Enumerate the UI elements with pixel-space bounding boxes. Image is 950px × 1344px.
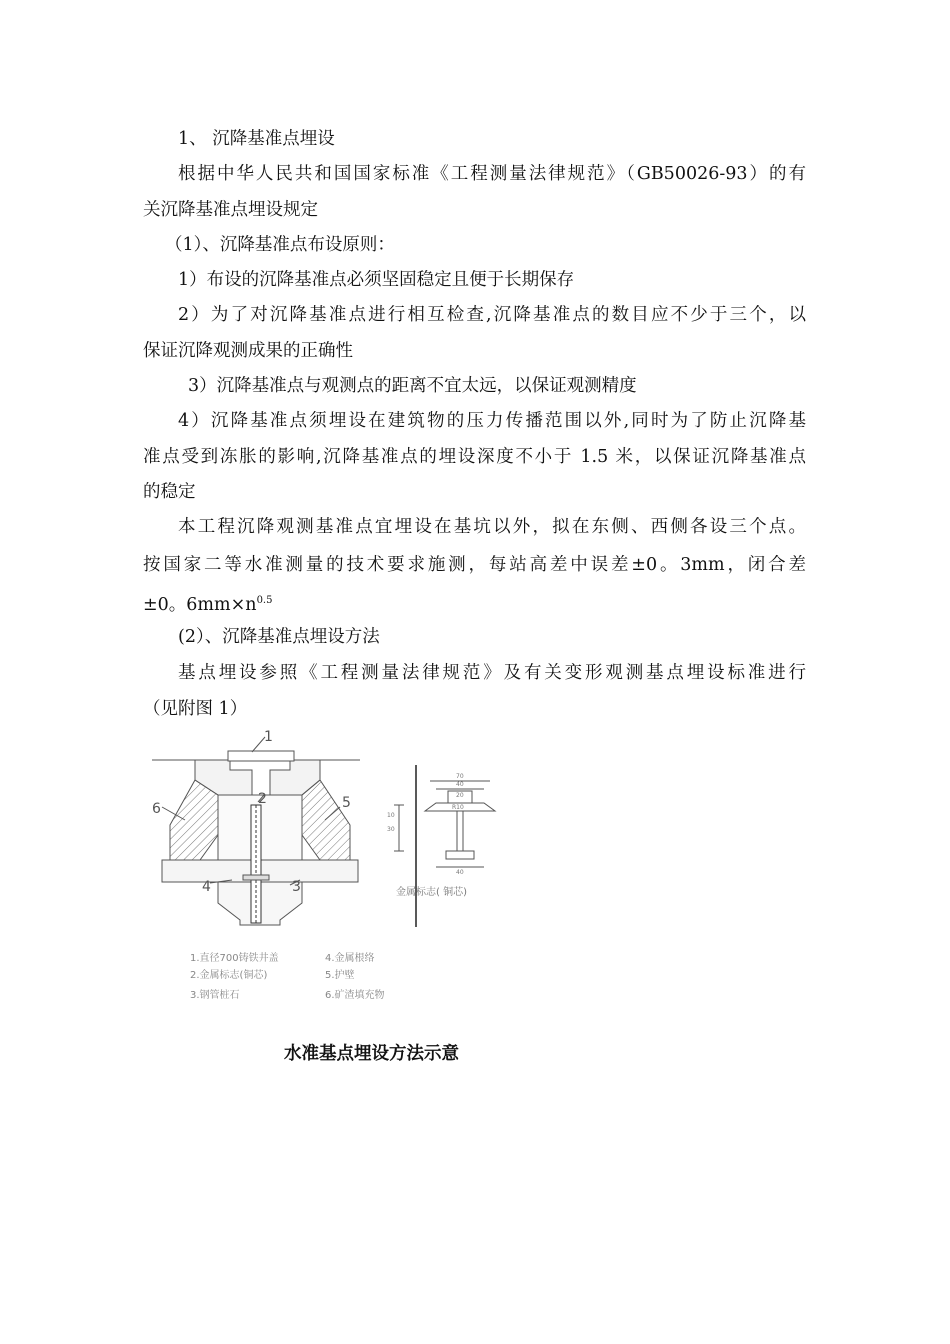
method-line-1: 基点埋设参照《工程测量法律规范》及有关变形观测基点埋设标准进行 <box>178 663 806 683</box>
paragraph-intro-line-2: 关沉降基准点埋设规定 <box>143 200 318 220</box>
legend-1: 1.直径700铸铁井盖 <box>190 953 279 964</box>
dim-r10: R10 <box>452 804 464 811</box>
legend-3: 3.钢管桩石 <box>190 990 240 1001</box>
closure-exponent: 0.5 <box>256 595 273 606</box>
callout-3: 3 <box>292 879 301 895</box>
closure-formula: ±0。6mm×n <box>143 595 257 615</box>
project-line-2: 按国家二等水准测量的技术要求施测，每站高差中误差±0。3mm，闭合差 <box>143 555 806 575</box>
rule-3: 3）沉降基准点与观测点的距离不宜太远，以保证观测精度 <box>188 376 637 396</box>
rule-4-line-1: 4）沉降基准点须埋设在建筑物的压力传播范围以外,同时为了防止沉降基 <box>178 411 806 431</box>
project-line-3 <box>143 589 272 617</box>
project-line-1: 本工程沉降观测基准点宜埋设在基坑以外，拟在东侧、西侧各设三个点。 <box>178 517 806 537</box>
callout-1: 1 <box>264 729 273 745</box>
legend-4: 4.金属根络 <box>325 953 375 964</box>
dim-20: 20 <box>456 792 464 799</box>
subhead-method: (2）、沉降基准点埋设方法 <box>178 627 380 647</box>
benchmark-diagram <box>140 725 660 1015</box>
dim-10: 10 <box>387 812 395 819</box>
callout-6: 6 <box>152 801 161 817</box>
paragraph-intro-line-1: 根据中华人民共和国国家标准《工程测量法律规范》（GB50026-93）的有 <box>178 164 806 184</box>
dim-70: 70 <box>456 773 464 780</box>
legend-5: 5.护壁 <box>325 970 355 981</box>
callout-4: 4 <box>202 879 211 895</box>
rule-4-line-3: 的稳定 <box>143 482 196 502</box>
rule-2-line-2: 保证沉降观测成果的正确性 <box>143 341 353 361</box>
legend-6: 6.矿渣填充物 <box>325 990 385 1001</box>
dim-30: 30 <box>387 826 395 833</box>
rule-4-line-2: 准点受到冻胀的影响,沉降基准点的埋设深度不小于 1.5 米，以保证沉降基准点 <box>143 447 806 467</box>
figure-caption: 水准基点埋设方法示意 <box>284 1044 459 1064</box>
right-figure-label: 金属标志( 铜芯) <box>396 887 467 898</box>
subhead-principles: （1）、沉降基准点布设原则： <box>165 235 395 255</box>
rule-2-line-1: 2）为了对沉降基准点进行相互检查,沉降基准点的数目应不少于三个，以 <box>178 305 806 325</box>
section-title: 1、 沉降基准点埋设 <box>178 129 335 149</box>
legend-2: 2.金属标志(铜芯) <box>190 970 268 981</box>
callout-5: 5 <box>342 795 351 811</box>
benchmark-diagram-svg <box>140 725 660 1015</box>
callout-2: 2 <box>258 791 267 807</box>
rule-1: 1）布设的沉降基准点必须坚固稳定且便于长期保存 <box>178 270 575 290</box>
dim-40-bottom: 40 <box>456 869 464 876</box>
dim-40-top: 40 <box>456 781 464 788</box>
method-line-2: （见附图 1） <box>143 699 248 719</box>
